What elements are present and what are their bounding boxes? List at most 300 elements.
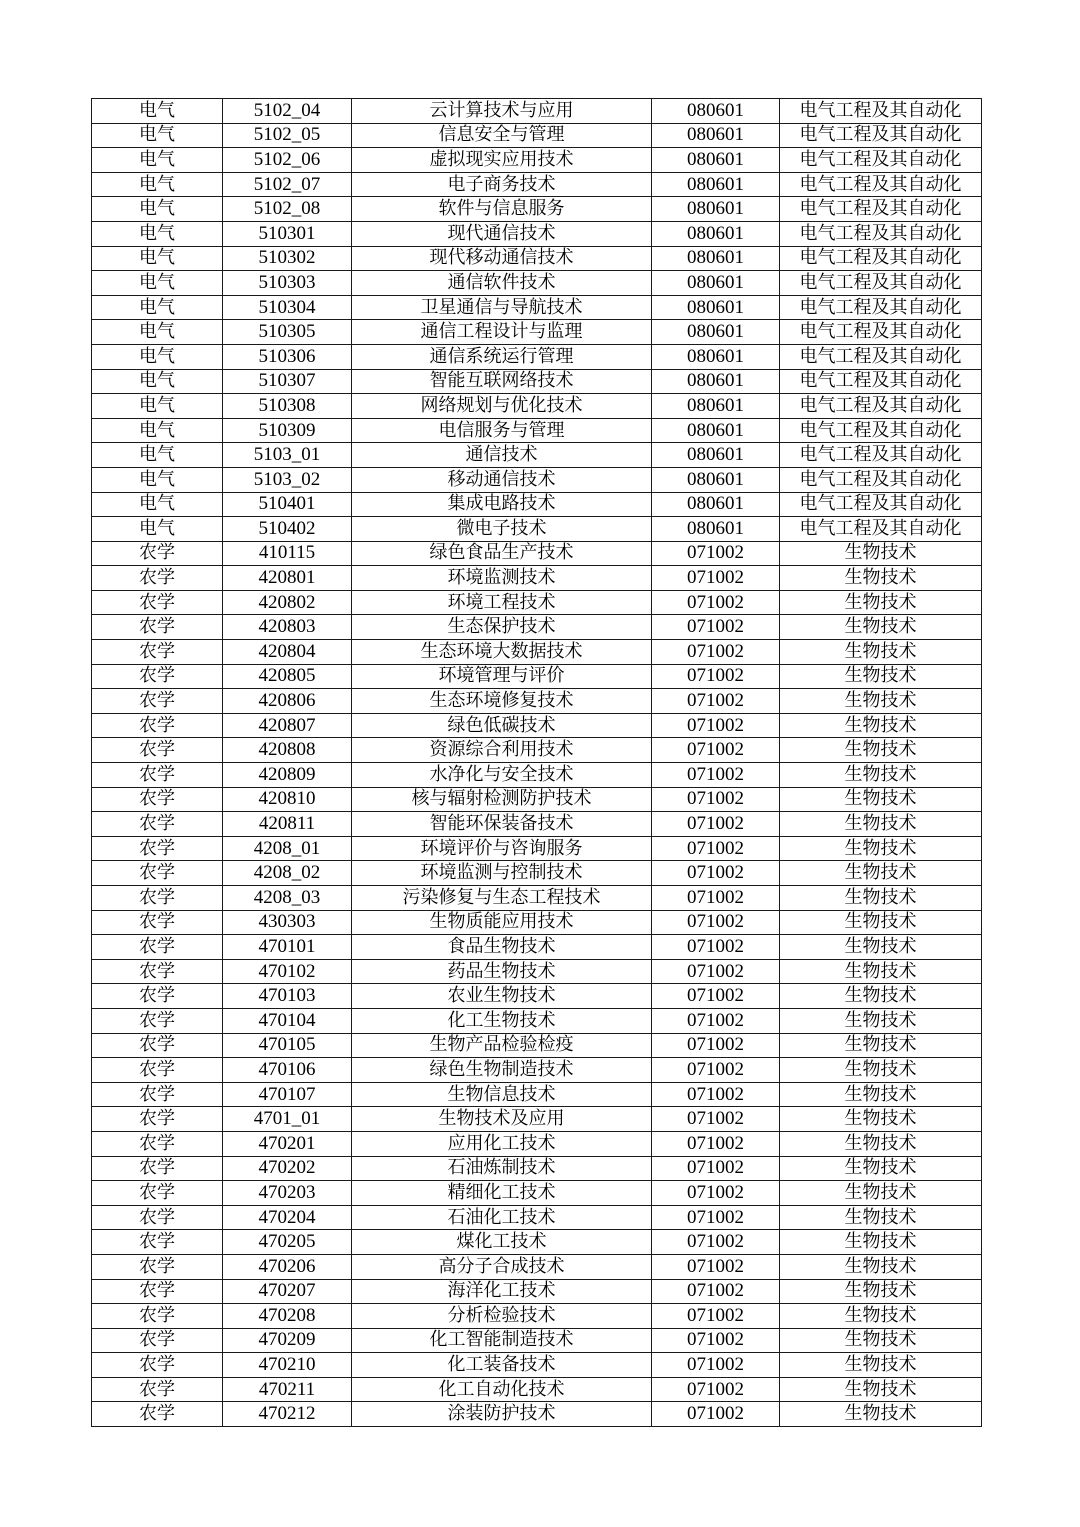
table-row — [92, 344, 982, 369]
target-code-cell: 071002 — [652, 1230, 780, 1255]
target-code-cell: 080601 — [652, 517, 780, 542]
target-code-cell: 071002 — [652, 1353, 780, 1378]
target-major-cell: 生物技术 — [780, 1205, 982, 1230]
category-cell: 电气 — [92, 320, 223, 345]
category-cell: 农学 — [92, 541, 223, 566]
target-major-cell: 生物技术 — [780, 1181, 982, 1206]
category-cell: 农学 — [92, 836, 223, 861]
target-major-cell: 生物技术 — [780, 664, 982, 689]
target-major-cell: 生物技术 — [780, 787, 982, 812]
source-major-cell: 智能互联网络技术 — [352, 369, 652, 394]
category-cell: 电气 — [92, 295, 223, 320]
target-major-cell: 电气工程及其自动化 — [780, 148, 982, 173]
table-row — [92, 836, 982, 861]
category-cell: 电气 — [92, 172, 223, 197]
source-code-cell: 470209 — [223, 1328, 352, 1353]
category-cell: 农学 — [92, 1008, 223, 1033]
table-row — [92, 1254, 982, 1279]
table-row — [92, 1279, 982, 1304]
table-row — [92, 517, 982, 542]
target-code-cell: 071002 — [652, 812, 780, 837]
source-major-cell: 云计算技术与应用 — [352, 99, 652, 124]
source-major-cell: 现代移动通信技术 — [352, 246, 652, 271]
source-major-cell: 化工装备技术 — [352, 1353, 652, 1378]
source-major-cell: 环境管理与评价 — [352, 664, 652, 689]
target-code-cell: 080601 — [652, 320, 780, 345]
target-code-cell: 080601 — [652, 418, 780, 443]
source-code-cell: 510401 — [223, 492, 352, 517]
source-code-cell: 470206 — [223, 1254, 352, 1279]
source-code-cell: 420805 — [223, 664, 352, 689]
source-major-cell: 食品生物技术 — [352, 935, 652, 960]
target-major-cell: 生物技术 — [780, 1156, 982, 1181]
source-major-cell: 生态环境大数据技术 — [352, 640, 652, 665]
source-code-cell: 5102_06 — [223, 148, 352, 173]
target-major-cell: 电气工程及其自动化 — [780, 295, 982, 320]
table-row — [92, 1181, 982, 1206]
category-cell: 农学 — [92, 1254, 223, 1279]
target-code-cell: 071002 — [652, 1058, 780, 1083]
category-cell: 农学 — [92, 1033, 223, 1058]
category-cell: 电气 — [92, 443, 223, 468]
target-major-cell: 电气工程及其自动化 — [780, 517, 982, 542]
table-row — [92, 910, 982, 935]
category-cell: 电气 — [92, 271, 223, 296]
target-major-cell: 生物技术 — [780, 590, 982, 615]
target-major-cell: 电气工程及其自动化 — [780, 197, 982, 222]
table-row — [92, 566, 982, 591]
target-major-cell: 电气工程及其自动化 — [780, 99, 982, 124]
target-major-cell: 电气工程及其自动化 — [780, 369, 982, 394]
source-major-cell: 通信系统运行管理 — [352, 344, 652, 369]
target-code-cell: 080601 — [652, 172, 780, 197]
source-code-cell: 420801 — [223, 566, 352, 591]
category-cell: 电气 — [92, 418, 223, 443]
target-major-cell: 电气工程及其自动化 — [780, 172, 982, 197]
table-row — [92, 1107, 982, 1132]
source-code-cell: 4208_03 — [223, 886, 352, 911]
target-major-cell: 生物技术 — [780, 935, 982, 960]
target-major-cell: 生物技术 — [780, 1353, 982, 1378]
target-code-cell: 071002 — [652, 1033, 780, 1058]
category-cell: 电气 — [92, 123, 223, 148]
target-code-cell: 071002 — [652, 935, 780, 960]
source-code-cell: 510305 — [223, 320, 352, 345]
source-code-cell: 420806 — [223, 689, 352, 714]
target-major-cell: 生物技术 — [780, 1033, 982, 1058]
source-major-cell: 生物信息技术 — [352, 1082, 652, 1107]
target-major-cell: 生物技术 — [780, 1402, 982, 1427]
target-code-cell: 071002 — [652, 787, 780, 812]
target-code-cell: 071002 — [652, 1131, 780, 1156]
table-row — [92, 394, 982, 419]
table-row — [92, 148, 982, 173]
source-major-cell: 移动通信技术 — [352, 467, 652, 492]
category-cell: 农学 — [92, 615, 223, 640]
target-code-cell: 080601 — [652, 221, 780, 246]
table-row — [92, 615, 982, 640]
target-code-cell: 071002 — [652, 615, 780, 640]
table-row — [92, 99, 982, 124]
target-major-cell: 电气工程及其自动化 — [780, 394, 982, 419]
target-code-cell: 071002 — [652, 541, 780, 566]
source-major-cell: 药品生物技术 — [352, 959, 652, 984]
target-code-cell: 071002 — [652, 1328, 780, 1353]
source-major-cell: 生物技术及应用 — [352, 1107, 652, 1132]
category-cell: 电气 — [92, 197, 223, 222]
source-major-cell: 环境评价与咨询服务 — [352, 836, 652, 861]
target-major-cell: 生物技术 — [780, 1230, 982, 1255]
target-major-cell: 生物技术 — [780, 1082, 982, 1107]
target-major-cell: 电气工程及其自动化 — [780, 492, 982, 517]
table-row — [92, 664, 982, 689]
source-code-cell: 470212 — [223, 1402, 352, 1427]
target-major-cell: 生物技术 — [780, 713, 982, 738]
category-cell: 农学 — [92, 1181, 223, 1206]
category-cell: 电气 — [92, 369, 223, 394]
source-code-cell: 420803 — [223, 615, 352, 640]
source-major-cell: 现代通信技术 — [352, 221, 652, 246]
target-major-cell: 生物技术 — [780, 836, 982, 861]
table-row — [92, 1230, 982, 1255]
category-cell: 农学 — [92, 1230, 223, 1255]
target-code-cell: 080601 — [652, 344, 780, 369]
target-major-cell: 生物技术 — [780, 1328, 982, 1353]
target-code-cell: 071002 — [652, 886, 780, 911]
source-major-cell: 电子商务技术 — [352, 172, 652, 197]
source-major-cell: 环境监测与控制技术 — [352, 861, 652, 886]
target-code-cell: 071002 — [652, 566, 780, 591]
source-code-cell: 5102_04 — [223, 99, 352, 124]
source-code-cell: 470205 — [223, 1230, 352, 1255]
source-code-cell: 5102_05 — [223, 123, 352, 148]
category-cell: 农学 — [92, 984, 223, 1009]
table-row — [92, 172, 982, 197]
table-row — [92, 271, 982, 296]
target-code-cell: 071002 — [652, 1279, 780, 1304]
source-major-cell: 高分子合成技术 — [352, 1254, 652, 1279]
source-major-cell: 生态环境修复技术 — [352, 689, 652, 714]
category-cell: 农学 — [92, 1107, 223, 1132]
target-major-cell: 电气工程及其自动化 — [780, 344, 982, 369]
category-cell: 电气 — [92, 148, 223, 173]
table-row — [92, 320, 982, 345]
target-major-cell: 电气工程及其自动化 — [780, 443, 982, 468]
source-major-cell: 虚拟现实应用技术 — [352, 148, 652, 173]
category-cell: 农学 — [92, 1353, 223, 1378]
target-major-cell: 生物技术 — [780, 959, 982, 984]
target-code-cell: 071002 — [652, 763, 780, 788]
table-row — [92, 246, 982, 271]
source-code-cell: 510301 — [223, 221, 352, 246]
source-code-cell: 510303 — [223, 271, 352, 296]
target-major-cell: 生物技术 — [780, 910, 982, 935]
table-row — [92, 1082, 982, 1107]
target-code-cell: 071002 — [652, 689, 780, 714]
source-major-cell: 涂装防护技术 — [352, 1402, 652, 1427]
source-code-cell: 470211 — [223, 1377, 352, 1402]
source-code-cell: 470104 — [223, 1008, 352, 1033]
source-major-cell: 化工自动化技术 — [352, 1377, 652, 1402]
category-cell: 农学 — [92, 1279, 223, 1304]
target-major-cell: 电气工程及其自动化 — [780, 467, 982, 492]
category-cell: 农学 — [92, 1131, 223, 1156]
source-code-cell: 420808 — [223, 738, 352, 763]
source-code-cell: 510402 — [223, 517, 352, 542]
target-code-cell: 071002 — [652, 1107, 780, 1132]
category-cell: 农学 — [92, 861, 223, 886]
source-major-cell: 海洋化工技术 — [352, 1279, 652, 1304]
category-cell: 农学 — [92, 812, 223, 837]
source-major-cell: 绿色低碳技术 — [352, 713, 652, 738]
target-major-cell: 生物技术 — [780, 640, 982, 665]
target-major-cell: 电气工程及其自动化 — [780, 246, 982, 271]
source-code-cell: 470202 — [223, 1156, 352, 1181]
table-row — [92, 935, 982, 960]
table-body — [92, 99, 982, 1427]
source-major-cell: 通信技术 — [352, 443, 652, 468]
table-row — [92, 1008, 982, 1033]
category-cell: 农学 — [92, 1205, 223, 1230]
source-code-cell: 470208 — [223, 1304, 352, 1329]
target-code-cell: 080601 — [652, 394, 780, 419]
table-row — [92, 1058, 982, 1083]
source-major-cell: 绿色食品生产技术 — [352, 541, 652, 566]
source-major-cell: 生物质能应用技术 — [352, 910, 652, 935]
table-row — [92, 1328, 982, 1353]
table-row — [92, 541, 982, 566]
source-major-cell: 农业生物技术 — [352, 984, 652, 1009]
source-major-cell: 软件与信息服务 — [352, 197, 652, 222]
category-cell: 农学 — [92, 787, 223, 812]
category-cell: 农学 — [92, 1377, 223, 1402]
source-major-cell: 应用化工技术 — [352, 1131, 652, 1156]
category-cell: 电气 — [92, 492, 223, 517]
table-row — [92, 1402, 982, 1427]
table-row — [92, 197, 982, 222]
target-code-cell: 071002 — [652, 1377, 780, 1402]
table-row — [92, 689, 982, 714]
source-code-cell: 470210 — [223, 1353, 352, 1378]
source-code-cell: 510307 — [223, 369, 352, 394]
source-code-cell: 510309 — [223, 418, 352, 443]
target-major-cell: 生物技术 — [780, 1279, 982, 1304]
table-row — [92, 763, 982, 788]
target-major-cell: 生物技术 — [780, 738, 982, 763]
table-row — [92, 123, 982, 148]
category-cell: 电气 — [92, 517, 223, 542]
source-major-cell: 化工智能制造技术 — [352, 1328, 652, 1353]
table-row — [92, 467, 982, 492]
table-row — [92, 492, 982, 517]
source-major-cell: 煤化工技术 — [352, 1230, 652, 1255]
table-row — [92, 738, 982, 763]
source-major-cell: 生态保护技术 — [352, 615, 652, 640]
source-code-cell: 420802 — [223, 590, 352, 615]
source-major-cell: 环境工程技术 — [352, 590, 652, 615]
source-code-cell: 510304 — [223, 295, 352, 320]
source-major-cell: 电信服务与管理 — [352, 418, 652, 443]
target-code-cell: 071002 — [652, 910, 780, 935]
target-major-cell: 生物技术 — [780, 615, 982, 640]
source-code-cell: 5103_02 — [223, 467, 352, 492]
table-row — [92, 1156, 982, 1181]
table-row — [92, 861, 982, 886]
target-code-cell: 071002 — [652, 1008, 780, 1033]
source-code-cell: 470203 — [223, 1181, 352, 1206]
category-cell: 农学 — [92, 910, 223, 935]
category-cell: 农学 — [92, 664, 223, 689]
target-major-cell: 生物技术 — [780, 1107, 982, 1132]
category-cell: 农学 — [92, 886, 223, 911]
table-row — [92, 1131, 982, 1156]
source-code-cell: 5102_08 — [223, 197, 352, 222]
target-code-cell: 080601 — [652, 443, 780, 468]
source-code-cell: 4701_01 — [223, 1107, 352, 1132]
category-cell: 电气 — [92, 467, 223, 492]
target-code-cell: 080601 — [652, 295, 780, 320]
category-cell: 电气 — [92, 221, 223, 246]
table-row — [92, 959, 982, 984]
table-row — [92, 886, 982, 911]
source-major-cell: 集成电路技术 — [352, 492, 652, 517]
target-code-cell: 071002 — [652, 713, 780, 738]
target-major-cell: 生物技术 — [780, 1304, 982, 1329]
target-code-cell: 080601 — [652, 123, 780, 148]
table-row — [92, 369, 982, 394]
target-major-cell: 电气工程及其自动化 — [780, 221, 982, 246]
target-major-cell: 生物技术 — [780, 1058, 982, 1083]
table-row — [92, 1377, 982, 1402]
target-code-cell: 071002 — [652, 836, 780, 861]
target-major-cell: 电气工程及其自动化 — [780, 320, 982, 345]
table-row — [92, 812, 982, 837]
source-code-cell: 470207 — [223, 1279, 352, 1304]
category-cell: 农学 — [92, 1082, 223, 1107]
source-code-cell: 420809 — [223, 763, 352, 788]
target-major-cell: 生物技术 — [780, 1008, 982, 1033]
source-code-cell: 470106 — [223, 1058, 352, 1083]
target-major-cell: 生物技术 — [780, 812, 982, 837]
source-code-cell: 5102_07 — [223, 172, 352, 197]
table-row — [92, 1353, 982, 1378]
target-major-cell: 电气工程及其自动化 — [780, 123, 982, 148]
category-cell: 农学 — [92, 566, 223, 591]
source-code-cell: 510308 — [223, 394, 352, 419]
category-cell: 电气 — [92, 394, 223, 419]
target-code-cell: 080601 — [652, 369, 780, 394]
source-major-cell: 资源综合利用技术 — [352, 738, 652, 763]
category-cell: 农学 — [92, 1058, 223, 1083]
category-cell: 农学 — [92, 590, 223, 615]
target-major-cell: 电气工程及其自动化 — [780, 271, 982, 296]
target-major-cell: 生物技术 — [780, 1254, 982, 1279]
major-mapping-table — [91, 98, 982, 1427]
target-code-cell: 071002 — [652, 664, 780, 689]
table-row — [92, 1304, 982, 1329]
target-code-cell: 080601 — [652, 492, 780, 517]
target-code-cell: 071002 — [652, 1254, 780, 1279]
source-code-cell: 420810 — [223, 787, 352, 812]
source-code-cell: 470204 — [223, 1205, 352, 1230]
target-code-cell: 071002 — [652, 861, 780, 886]
target-code-cell: 071002 — [652, 1156, 780, 1181]
source-major-cell: 水净化与安全技术 — [352, 763, 652, 788]
source-major-cell: 信息安全与管理 — [352, 123, 652, 148]
target-code-cell: 080601 — [652, 197, 780, 222]
target-code-cell: 071002 — [652, 984, 780, 1009]
category-cell: 农学 — [92, 959, 223, 984]
category-cell: 农学 — [92, 713, 223, 738]
source-major-cell: 通信工程设计与监理 — [352, 320, 652, 345]
table-row — [92, 221, 982, 246]
category-cell: 农学 — [92, 1402, 223, 1427]
source-major-cell: 石油化工技术 — [352, 1205, 652, 1230]
source-code-cell: 470201 — [223, 1131, 352, 1156]
source-code-cell: 420807 — [223, 713, 352, 738]
category-cell: 农学 — [92, 689, 223, 714]
source-major-cell: 污染修复与生态工程技术 — [352, 886, 652, 911]
source-major-cell: 微电子技术 — [352, 517, 652, 542]
target-code-cell: 071002 — [652, 1082, 780, 1107]
source-code-cell: 470107 — [223, 1082, 352, 1107]
category-cell: 农学 — [92, 1156, 223, 1181]
category-cell: 电气 — [92, 99, 223, 124]
category-cell: 农学 — [92, 1328, 223, 1353]
target-major-cell: 生物技术 — [780, 1377, 982, 1402]
target-major-cell: 生物技术 — [780, 1131, 982, 1156]
target-major-cell: 生物技术 — [780, 984, 982, 1009]
target-code-cell: 071002 — [652, 959, 780, 984]
target-major-cell: 生物技术 — [780, 541, 982, 566]
table-row — [92, 295, 982, 320]
target-code-cell: 071002 — [652, 1304, 780, 1329]
target-major-cell: 生物技术 — [780, 886, 982, 911]
target-major-cell: 生物技术 — [780, 763, 982, 788]
table-row — [92, 1033, 982, 1058]
source-code-cell: 4208_01 — [223, 836, 352, 861]
category-cell: 农学 — [92, 1304, 223, 1329]
source-code-cell: 4208_02 — [223, 861, 352, 886]
target-major-cell: 生物技术 — [780, 566, 982, 591]
target-major-cell: 电气工程及其自动化 — [780, 418, 982, 443]
target-major-cell: 生物技术 — [780, 861, 982, 886]
source-major-cell: 智能环保装备技术 — [352, 812, 652, 837]
target-code-cell: 080601 — [652, 271, 780, 296]
target-code-cell: 080601 — [652, 148, 780, 173]
source-major-cell: 环境监测技术 — [352, 566, 652, 591]
category-cell: 农学 — [92, 935, 223, 960]
source-code-cell: 5103_01 — [223, 443, 352, 468]
source-code-cell: 470102 — [223, 959, 352, 984]
table-row — [92, 590, 982, 615]
category-cell: 农学 — [92, 738, 223, 763]
target-code-cell: 080601 — [652, 99, 780, 124]
target-code-cell: 071002 — [652, 1205, 780, 1230]
table-row — [92, 713, 982, 738]
category-cell: 电气 — [92, 344, 223, 369]
source-major-cell: 绿色生物制造技术 — [352, 1058, 652, 1083]
target-code-cell: 071002 — [652, 1181, 780, 1206]
source-major-cell: 生物产品检验检疫 — [352, 1033, 652, 1058]
target-code-cell: 071002 — [652, 738, 780, 763]
source-major-cell: 核与辐射检测防护技术 — [352, 787, 652, 812]
source-code-cell: 470101 — [223, 935, 352, 960]
source-major-cell: 石油炼制技术 — [352, 1156, 652, 1181]
table-row — [92, 443, 982, 468]
source-major-cell: 精细化工技术 — [352, 1181, 652, 1206]
table-row — [92, 1205, 982, 1230]
